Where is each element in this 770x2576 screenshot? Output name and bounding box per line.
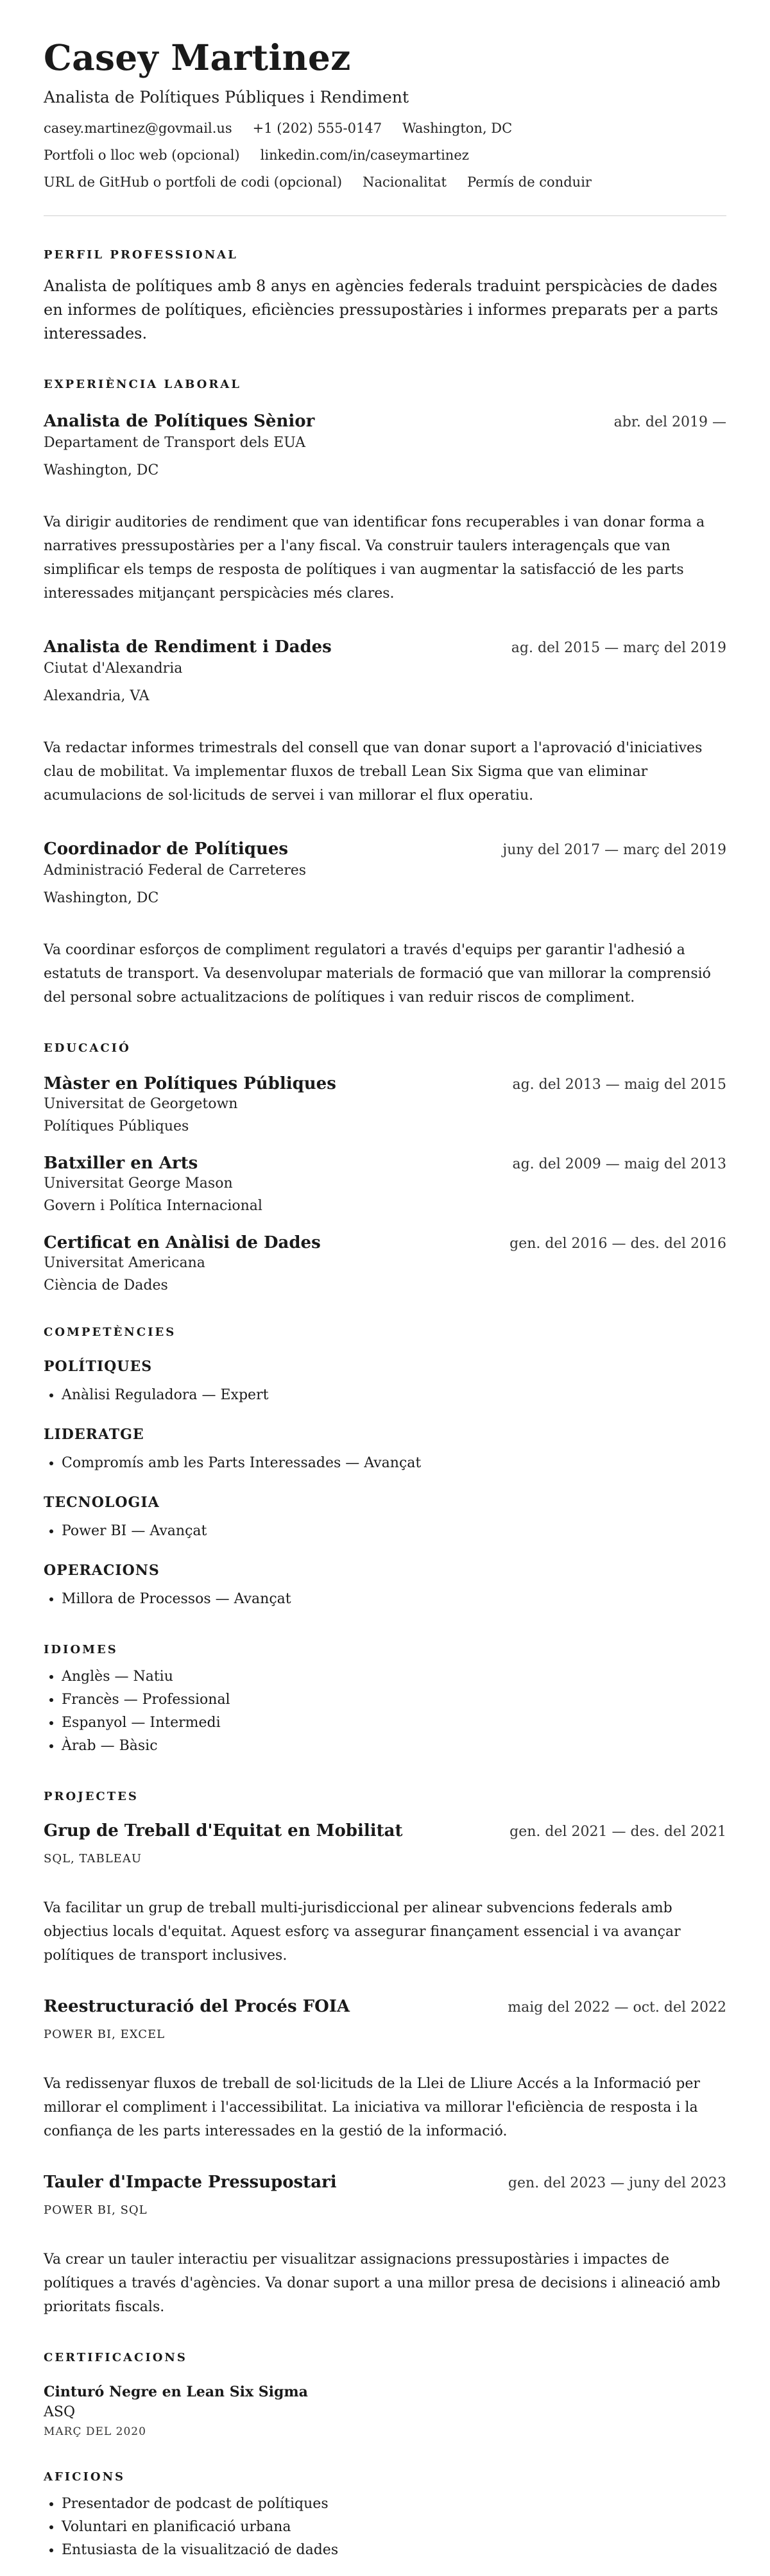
hobbies-section	[44, 2470, 726, 2562]
contact-license: Permís de conduir	[467, 174, 592, 190]
contact-nationality: Nacionalitat	[363, 174, 447, 190]
job-organization: Ciutat d'Alexandria	[44, 660, 183, 677]
language-list	[44, 1665, 726, 1758]
education-item-header	[44, 1074, 726, 1093]
skill-item: • Compromís amb les Parts Interessades — Avançat	[62, 1452, 726, 1475]
project-name: Tauler d'Impacte Pressupostari	[44, 2172, 337, 2192]
job-date: juny del 2017 — març del 2019	[502, 841, 726, 858]
education-item-header	[44, 1154, 726, 1173]
job-title: Analista de Rendiment i Dades	[44, 637, 332, 657]
skill-group	[44, 1562, 726, 1611]
hobby-item: • Entusiasta de la visualització de dades	[62, 2539, 726, 2562]
job-description: Va redactar informes trimestrals del consell que van donar suport a l'aprovació d'iniciatives clau de mobilitat. Va implementar fluxos de treball Lean Six Sigma que van eliminar acumulacions de sol·licituds de servei i van millorar el flux operatiu.	[44, 739, 703, 804]
project-name: Grup de Treball d'Equitat en Mobilitat	[44, 1821, 403, 1840]
certification-item	[44, 2384, 726, 2438]
skill-list	[44, 1452, 726, 1475]
experience-item-header	[44, 839, 726, 859]
contact-row-extra	[44, 174, 726, 190]
resume-header	[44, 38, 726, 190]
profile-section	[44, 248, 726, 346]
experience-item-header	[44, 637, 726, 657]
project-name: Reestructuració del Procés FOIA	[44, 1996, 350, 2016]
field-of-study: Polítiques Públiques	[44, 1118, 189, 1134]
project-item-header	[44, 1821, 726, 1840]
languages-section	[44, 1643, 726, 1758]
project-item	[44, 2173, 726, 2319]
skill-group	[44, 1426, 726, 1475]
degree-title: Certificat en Anàlisi de Dades	[44, 1233, 321, 1252]
contact-row-primary	[44, 121, 726, 136]
project-tech: POWER BI, EXCEL	[44, 2027, 166, 2041]
contact-linkedin[interactable]: linkedin.com/in/caseymartinez	[260, 147, 469, 163]
candidate-name: Casey Martinez	[44, 37, 351, 78]
section-title-hobbies: AFICIONS	[44, 2470, 126, 2484]
job-date: ag. del 2015 — març del 2019	[511, 639, 726, 656]
school-name: Universitat de Georgetown	[44, 1095, 238, 1112]
project-tech: POWER BI, SQL	[44, 2203, 148, 2217]
language-item: • Espanyol — Intermedi	[62, 1712, 726, 1735]
candidate-headline: Analista de Polítiques Públiques i Rendiment	[44, 87, 409, 106]
section-title-skills: COMPETÈNCIES	[44, 1325, 176, 1339]
degree-date: ag. del 2009 — maig del 2013	[512, 1156, 726, 1172]
education-item	[44, 1074, 726, 1134]
skill-item: • Power BI — Avançat	[62, 1520, 726, 1543]
project-date: maig del 2022 — oct. del 2022	[508, 1999, 726, 2016]
job-organization: Administració Federal de Carreteres	[44, 862, 307, 879]
section-title-languages: IDIOMES	[44, 1642, 118, 1656]
experience-item	[44, 637, 726, 807]
experience-section	[44, 378, 726, 1009]
project-description: Va crear un tauler interactiu per visualitzar assignacions pressupostàries i impactes de polítiques a través d'agències. Va donar suport a una millor presa de decisions i alineació amb prioritats fiscals.	[44, 2251, 721, 2315]
contact-phone[interactable]: +1 (202) 555-0147	[252, 120, 382, 136]
certification-issuer: ASQ	[44, 2403, 75, 2420]
degree-title: Màster en Polítiques Públiques	[44, 1073, 336, 1093]
job-date: abr. del 2019 —	[613, 414, 726, 430]
project-item	[44, 1821, 726, 1967]
skill-group-title: OPERACIONS	[44, 1562, 160, 1579]
hobby-item: • Presentador de podcast de polítiques	[62, 2493, 726, 2516]
job-title: Coordinador de Polítiques	[44, 839, 289, 859]
header-divider	[44, 215, 726, 216]
education-item	[44, 1233, 726, 1293]
contact-row-links	[44, 147, 726, 163]
skill-list	[44, 1588, 726, 1611]
contact-portfolio[interactable]: Portfoli o lloc web (opcional)	[44, 147, 240, 163]
section-title-profile: PERFIL PROFESSIONAL	[44, 248, 238, 262]
project-description: Va facilitar un grup de treball multi-jurisdiccional per alinear subvencions federals amb objectius locals d'equitat. Aquest esforç va assegurar finançament essencial i va avançar polítiques de transport inclusives.	[44, 1899, 681, 1964]
section-title-projects: PROJECTES	[44, 1789, 139, 1803]
skill-item: • Anàlisi Reguladora — Expert	[62, 1384, 726, 1407]
profile-summary: Analista de polítiques amb 8 anys en agències federals traduint perspicàcies de dades en informes de polítiques, eficiències pressupostàries i informes preparats per a parts interessades.	[44, 276, 719, 342]
certification-name: Cinturó Negre en Lean Six Sigma	[44, 2383, 308, 2400]
section-title-experience: EXPERIÈNCIA LABORAL	[44, 377, 241, 391]
education-item-header	[44, 1233, 726, 1252]
experience-item-header	[44, 412, 726, 431]
project-item	[44, 1997, 726, 2143]
job-description: Va coordinar esforços de compliment regulatori a través d'equips per garantir l'adhesió a estatuts de transport. Va desenvolupar materials de formació que van millorar la comprensió del personal sobre actualitzacions de polítiques i van reduir riscos de compliment.	[44, 941, 711, 1006]
degree-date: ag. del 2013 — maig del 2015	[512, 1076, 726, 1093]
skill-item: • Millora de Processos — Avançat	[62, 1588, 726, 1611]
skill-group-title: POLÍTIQUES	[44, 1358, 153, 1375]
job-description: Va dirigir auditories de rendiment que van identificar fons recuperables i van donar forma a narratives pressupostàries per a l'any fiscal. Va construir taulers interagençals que van simplificar els temps de resposta de polítiques i van augmentar la satisfacció de les parts interessades mitjançant perspicàcies més clares.	[44, 514, 705, 602]
section-title-certifications: CERTIFICACIONS	[44, 2350, 187, 2364]
school-name: Universitat Americana	[44, 1254, 205, 1271]
project-item-header	[44, 1997, 726, 2016]
skill-group	[44, 1494, 726, 1543]
skill-list	[44, 1384, 726, 1407]
project-description: Va redissenyar fluxos de treball de sol·licituds de la Llei de Lliure Accés a la Informació per millorar el compliment i l'accessibilitat. La iniciativa va millorar l'eficiència de resposta i la confiança de les parts interessades en la gestió de la informació.	[44, 2075, 700, 2139]
job-location: Washington, DC	[44, 889, 159, 906]
experience-item	[44, 412, 726, 605]
education-section	[44, 1041, 726, 1293]
language-item: • Francès — Professional	[62, 1688, 726, 1712]
job-location: Washington, DC	[44, 462, 159, 478]
project-tech: SQL, TABLEAU	[44, 1851, 142, 1865]
job-organization: Departament de Transport dels EUA	[44, 434, 305, 451]
skill-group-title: TECNOLOGIA	[44, 1494, 160, 1511]
education-item	[44, 1154, 726, 1214]
language-item: • Àrab — Bàsic	[62, 1735, 726, 1758]
job-location: Alexandria, VA	[44, 687, 150, 704]
hobby-item: • Voluntari en planificació urbana	[62, 2516, 726, 2539]
project-item-header	[44, 2173, 726, 2192]
job-title: Analista de Polítiques Sènior	[44, 411, 315, 431]
language-item: • Anglès — Natiu	[62, 1665, 726, 1688]
skill-group-title: LIDERATGE	[44, 1426, 144, 1443]
hobby-list	[44, 2493, 726, 2562]
certification-date: MARÇ DEL 2020	[44, 2425, 146, 2438]
section-title-education: EDUCACIÓ	[44, 1041, 131, 1055]
degree-title: Batxiller en Arts	[44, 1153, 198, 1173]
field-of-study: Govern i Política Internacional	[44, 1197, 262, 1214]
degree-date: gen. del 2016 — des. del 2016	[509, 1235, 726, 1252]
field-of-study: Ciència de Dades	[44, 1277, 168, 1293]
skills-section	[44, 1326, 726, 1611]
contact-github[interactable]: URL de GitHub o portfoli de codi (opcional)	[44, 174, 343, 190]
school-name: Universitat George Mason	[44, 1175, 233, 1191]
contact-location: Washington, DC	[402, 120, 513, 136]
skill-list	[44, 1520, 726, 1543]
project-date: gen. del 2023 — juny del 2023	[508, 2175, 726, 2191]
certifications-section	[44, 2351, 726, 2438]
project-date: gen. del 2021 — des. del 2021	[509, 1823, 726, 1840]
projects-section	[44, 1790, 726, 2319]
skill-group	[44, 1358, 726, 1407]
experience-item	[44, 839, 726, 1009]
contact-email[interactable]: casey.martinez@govmail.us	[44, 120, 232, 136]
